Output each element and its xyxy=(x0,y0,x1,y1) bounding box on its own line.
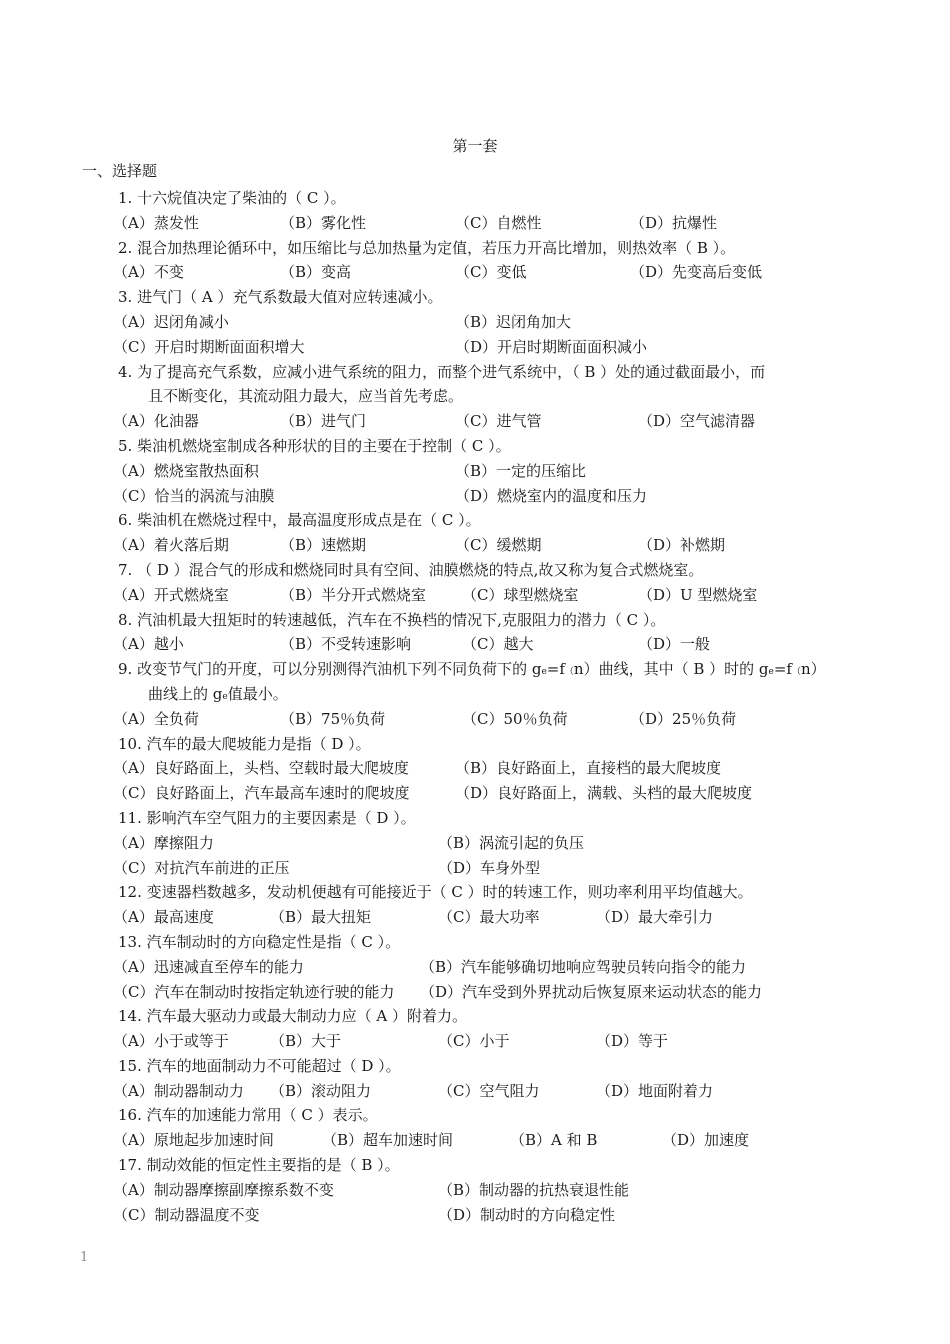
question-text: 2. 混合加热理论循环中，如压缩比与总加热量为定值，若压力开高比增加，则热效率（ B ）。 xyxy=(118,238,736,257)
question-stem xyxy=(0,608,950,633)
option-d: （D）抗爆性 xyxy=(630,213,718,232)
option-d: （D）加速度 xyxy=(662,1131,750,1150)
question-text: 6. 柴油机在燃烧过程中，最高温度形成点是在（ C ）。 xyxy=(118,511,481,530)
options-row xyxy=(0,831,950,856)
option-a: （A）越小 xyxy=(113,635,184,654)
question-stem xyxy=(0,732,950,757)
options-row xyxy=(0,310,950,335)
option-b: （B）变高 xyxy=(280,263,352,282)
options-row xyxy=(0,484,950,509)
option-b: （B）涡流引起的负压 xyxy=(438,833,585,852)
option-d: （D）车身外型 xyxy=(438,858,541,877)
option-c: （C）最大功率 xyxy=(438,908,540,927)
option-b: （B）不受转速影响 xyxy=(280,635,412,654)
option-a: （A）蒸发性 xyxy=(113,213,199,232)
option-b: （B）大于 xyxy=(270,1032,342,1051)
option-b: （B）最大扭矩 xyxy=(270,908,372,927)
question-text: 12. 变速器档数越多，发动机便越有可能接近于（ C ）时的转速工作，则功率利用平均值越大。 xyxy=(118,883,753,902)
option-a: （A）最高速度 xyxy=(113,908,214,927)
options-row xyxy=(0,583,950,608)
option-a: （A）全负荷 xyxy=(113,709,199,728)
option-d: （D）先变高后变低 xyxy=(630,263,763,282)
option-d: （D）一般 xyxy=(638,635,711,654)
option-b: （B）汽车能够确切地响应驾驶员转向指令的能力 xyxy=(420,957,747,976)
question-continuation xyxy=(0,682,950,707)
options-row xyxy=(0,1079,950,1104)
option-b: （B）迟闭角加大 xyxy=(455,312,572,331)
option-d: （D）补燃期 xyxy=(638,536,726,555)
options-row xyxy=(0,260,950,285)
option-b: （B）制动器的抗热衰退性能 xyxy=(438,1180,630,1199)
question-stem xyxy=(0,806,950,831)
option-b: （B）75％负荷 xyxy=(280,709,386,728)
question-continuation xyxy=(0,384,950,409)
question-text: 5. 柴油机燃烧室制成各种形状的目的主要在于控制（ C ）。 xyxy=(118,436,511,455)
option-a: （A）制动器制动力 xyxy=(113,1081,244,1100)
option-c: （C）进气管 xyxy=(455,412,542,431)
question-text: 4. 为了提高充气系数，应减小进气系统的阻力，而整个进气系统中，（ B ）处的通过截面最小，而 xyxy=(118,362,766,381)
option-b: （B）雾化性 xyxy=(280,213,367,232)
options-row xyxy=(0,781,950,806)
option-c: （C）50％负荷 xyxy=(462,709,568,728)
option-a: （A）迟闭角减小 xyxy=(113,312,229,331)
option-a: （A）化油器 xyxy=(113,412,199,431)
option-c: （C）自燃性 xyxy=(455,213,542,232)
option-c: （C）汽车在制动时按指定轨迹行驶的能力 xyxy=(113,982,395,1001)
question-text: 16. 汽车的加速能力常用（ C ）表示。 xyxy=(118,1106,378,1125)
option-d: （D）制动时的方向稳定性 xyxy=(438,1205,616,1224)
option-b: （B）滚动阻力 xyxy=(270,1081,372,1100)
option-c: （C）制动器温度不变 xyxy=(113,1205,260,1224)
option-a: （A）制动器摩擦副摩擦系数不变 xyxy=(113,1180,334,1199)
question-stem xyxy=(0,236,950,261)
option-d: （D）25％负荷 xyxy=(630,709,737,728)
option-b: （B）速燃期 xyxy=(280,536,367,555)
option-a: （A）原地起步加速时间 xyxy=(113,1131,274,1150)
question-stem xyxy=(0,1103,950,1128)
option-d: （D）汽车受到外界扰动后恢复原来运动状态的能力 xyxy=(420,982,763,1001)
question-stem xyxy=(0,880,950,905)
options-row xyxy=(0,980,950,1005)
question-text: 10. 汽车的最大爬坡能力是指（ D ）。 xyxy=(118,734,371,753)
option-c: （C）对抗汽车前进的正压 xyxy=(113,858,290,877)
options-row xyxy=(0,459,950,484)
option-a: （A）不变 xyxy=(113,263,184,282)
option-d: （D）良好路面上，满载、头档的最大爬坡度 xyxy=(455,784,753,803)
option-c: （C）恰当的涡流与油膜 xyxy=(113,486,275,505)
question-text: 曲线上的 ge值最小。 xyxy=(148,684,288,703)
question-stem xyxy=(0,186,950,211)
options-row xyxy=(0,335,950,360)
option-d: （D）燃烧室内的温度和压力 xyxy=(455,486,648,505)
options-row xyxy=(0,756,950,781)
options-row xyxy=(0,856,950,881)
option-a: （A）迅速减直至停车的能力 xyxy=(113,957,304,976)
option-c: （C）开启时期断面面积增大 xyxy=(113,337,305,356)
question-stem xyxy=(0,1054,950,1079)
options-row xyxy=(0,1203,950,1228)
question-stem xyxy=(0,508,950,533)
question-stem xyxy=(0,1004,950,1029)
options-row xyxy=(0,533,950,558)
question-list xyxy=(0,186,950,1227)
page-title: 第一套 xyxy=(452,137,498,155)
option-d: （D）等于 xyxy=(596,1032,669,1051)
option-c: （C）变低 xyxy=(455,263,527,282)
option-b: （B）半分开式燃烧室 xyxy=(280,585,427,604)
option-d: （D）空气滤清器 xyxy=(638,412,756,431)
option-b: （B）超车加速时间 xyxy=(322,1131,454,1150)
question-text: 17. 制动效能的恒定性主要指的是（ B ）。 xyxy=(118,1156,400,1175)
question-stem xyxy=(0,1153,950,1178)
option-d: （D）开启时期断面面积减小 xyxy=(455,337,648,356)
question-text: 15. 汽车的地面制动力不可能超过（ D ）。 xyxy=(118,1056,401,1075)
options-row xyxy=(0,1029,950,1054)
page-number: 1 xyxy=(80,1250,89,1265)
option-b: （B）良好路面上，直接档的最大爬坡度 xyxy=(455,759,722,778)
option-c: （C）球型燃烧室 xyxy=(462,585,579,604)
option-a: （A）开式燃烧室 xyxy=(113,585,229,604)
options-row xyxy=(0,707,950,732)
option-a: （A）良好路面上，头档、空载时最大爬坡度 xyxy=(113,759,409,778)
question-stem xyxy=(0,558,950,583)
options-row xyxy=(0,955,950,980)
question-stem xyxy=(0,434,950,459)
question-text: 7. （ D ）混合气的形成和燃烧同时具有空间、油膜燃烧的特点,故又称为复合式燃烧室。 xyxy=(118,560,704,579)
question-stem xyxy=(0,930,950,955)
question-text: 且不断变化，其流动阻力最大，应当首先考虑。 xyxy=(148,387,464,406)
option-d: （D）U 型燃烧室 xyxy=(638,585,758,604)
option-d: （D）地面附着力 xyxy=(596,1081,714,1100)
option-b: （B）进气门 xyxy=(280,412,367,431)
section-heading: 一、选择题 xyxy=(82,162,158,180)
question-stem xyxy=(0,360,950,385)
option-c: （C）小于 xyxy=(438,1032,510,1051)
question-text: 9. 改变节气门的开度，可以分别测得汽油机下列不同负荷下的 ge=f（n）曲线，其中（ B ）时的 ge=f（n） xyxy=(118,660,826,679)
options-row xyxy=(0,409,950,434)
options-row xyxy=(0,1178,950,1203)
options-row xyxy=(0,1128,950,1153)
option-c: （C）越大 xyxy=(462,635,534,654)
question-text: 13. 汽车制动时的方向稳定性是指（ C ）。 xyxy=(118,932,401,951)
options-row xyxy=(0,905,950,930)
options-row xyxy=(0,632,950,657)
option-a: （A）小于或等于 xyxy=(113,1032,229,1051)
question-text: 11. 影响汽车空气阻力的主要因素是（ D ）。 xyxy=(118,808,416,827)
option-a: （A）燃烧室散热面积 xyxy=(113,461,259,480)
option-c: （C）缓燃期 xyxy=(455,536,542,555)
question-stem xyxy=(0,285,950,310)
option-b: （B）一定的压缩比 xyxy=(455,461,587,480)
question-text: 14. 汽车最大驱动力或最大制动力应（ A ）附着力。 xyxy=(118,1007,467,1026)
question-text: 1. 十六烷值决定了柴油的（ C ）。 xyxy=(118,189,346,207)
option-a: （A）着火落后期 xyxy=(113,536,229,555)
options-row xyxy=(0,211,950,236)
question-stem xyxy=(0,657,950,682)
option-c: （C）空气阻力 xyxy=(438,1081,540,1100)
option-a: （A）摩擦阻力 xyxy=(113,833,214,852)
option-d: （D）最大牵引力 xyxy=(596,908,714,927)
option-c: （C）良好路面上，汽车最高车速时的爬坡度 xyxy=(113,784,410,803)
question-text: 3. 进气门（ A ）充气系数最大值对应转速减小。 xyxy=(118,288,443,307)
question-text: 8. 汽油机最大扭矩时的转速越低，汽车在不换档的情况下,克服阻力的潜力（ C ）。 xyxy=(118,610,666,629)
option-c: （B）A 和 B xyxy=(510,1131,598,1150)
